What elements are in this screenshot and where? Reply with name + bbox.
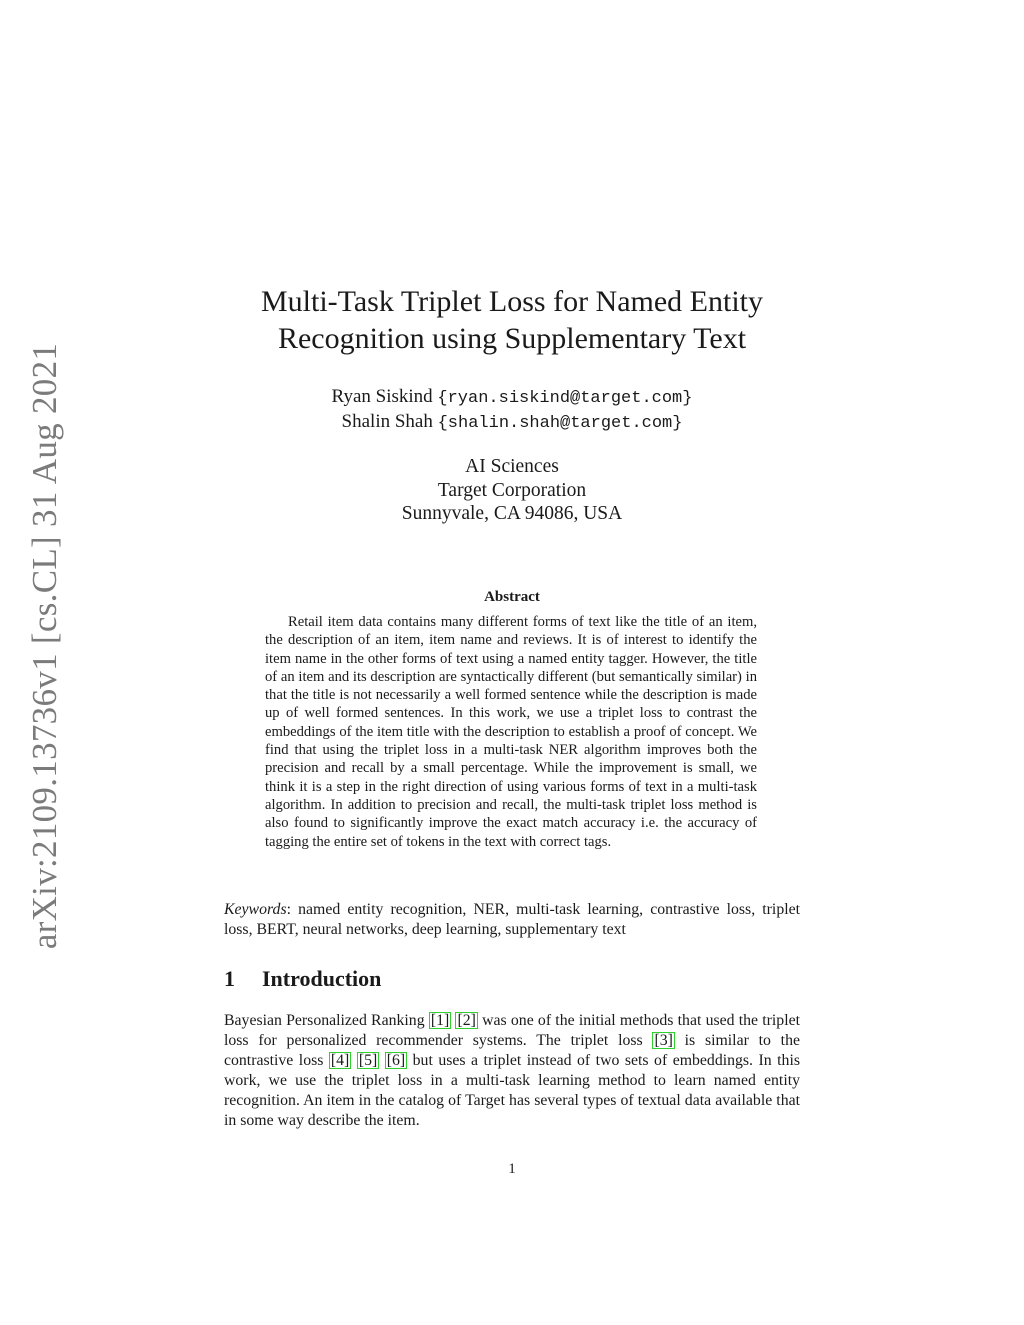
intro-text: is similar to the contrastive loss xyxy=(224,1032,800,1069)
citation-link[interactable]: [2] xyxy=(457,1012,476,1029)
arxiv-identifier: arXiv:2109.13736v1 [cs.CL] 31 Aug 2021 xyxy=(25,342,64,950)
affiliation-line: AI Sciences xyxy=(465,456,559,477)
abstract-heading: Abstract xyxy=(484,589,540,605)
citation-link[interactable]: [4] xyxy=(330,1052,350,1069)
page-number: 1 xyxy=(508,1161,516,1177)
affiliation-line: Target Corporation xyxy=(437,479,587,501)
paper-title xyxy=(200,283,824,357)
author-name: Shalin Shah xyxy=(341,411,433,432)
keywords: Keywords: named entity recognition, NER, multi-task learning, contrastive loss, triplet loss, BERT, neural networks, deep learning, supplementary text xyxy=(224,901,801,938)
intro-text: Bayesian Personalized Ranking xyxy=(224,1012,429,1029)
author-email: {shalin.shah@target.com} xyxy=(437,414,683,433)
keywords-label: Keywords xyxy=(224,901,287,918)
title-line: Recognition using Supplementary Text xyxy=(277,322,747,355)
author xyxy=(0,385,1024,410)
title-line: Multi-Task Triplet Loss for Named Entity xyxy=(260,285,764,318)
author-list xyxy=(0,385,1024,435)
citation-link[interactable]: [1] xyxy=(430,1012,450,1029)
author-name: Ryan Siskind xyxy=(331,386,433,407)
author-email: {ryan.siskind@target.com} xyxy=(437,389,693,408)
citation-link[interactable]: [3] xyxy=(654,1032,673,1049)
keywords-text: named entity recognition, NER, multi-task learning, contrastive loss, triplet loss, BERT, neural networks, deep learning, supplementary text xyxy=(224,901,801,938)
introduction-paragraph xyxy=(224,1011,800,1131)
intro-text: but uses a triplet instead of two sets of embeddings. In this work, we use the triplet loss in a multi-task learning method to learn named entity recognition. An item in the catalog of Target has several types of textual data available that in some way describe the item. xyxy=(224,1052,800,1129)
intro-text: was one of the initial methods that used the triplet loss for personalized recommender systems. The triplet loss xyxy=(224,1012,800,1049)
section-number: 1 xyxy=(224,966,235,991)
citation-link[interactable]: [6] xyxy=(386,1052,406,1069)
affiliation xyxy=(0,455,1024,526)
section-title: Introduction xyxy=(262,966,382,991)
abstract-text: Retail item data contains many different forms of text like the title of an item, the description of an item, item name and reviews. It is of interest to identify the item name in the other forms of text using a named entity tagger. However, the title of an item and its description are syntactically different (but semantically similar) in that the title is not necessarily a well formed sentence while the description is made up of well formed sentences. In this work, we use a triplet loss to contrast the embeddings of the item title with the description to establish a proof of concept. We find that using the triplet loss in a multi-task NER algorithm improves both the precision and recall by a small percentage. While the improvement is small, we think it is a step in the right direction of using various forms of text in a multi-task algorithm. In addition to precision and recall, the multi-task triplet loss method is also found to significantly improve the exact match accuracy i.e. the accuracy of tagging the entire set of tokens in the text with correct tags. xyxy=(265,614,757,850)
section-heading xyxy=(224,966,381,992)
author xyxy=(0,410,1024,435)
citation-link[interactable]: [5] xyxy=(358,1052,378,1069)
affiliation-line: Sunnyvale, CA 94086, USA xyxy=(401,503,623,524)
